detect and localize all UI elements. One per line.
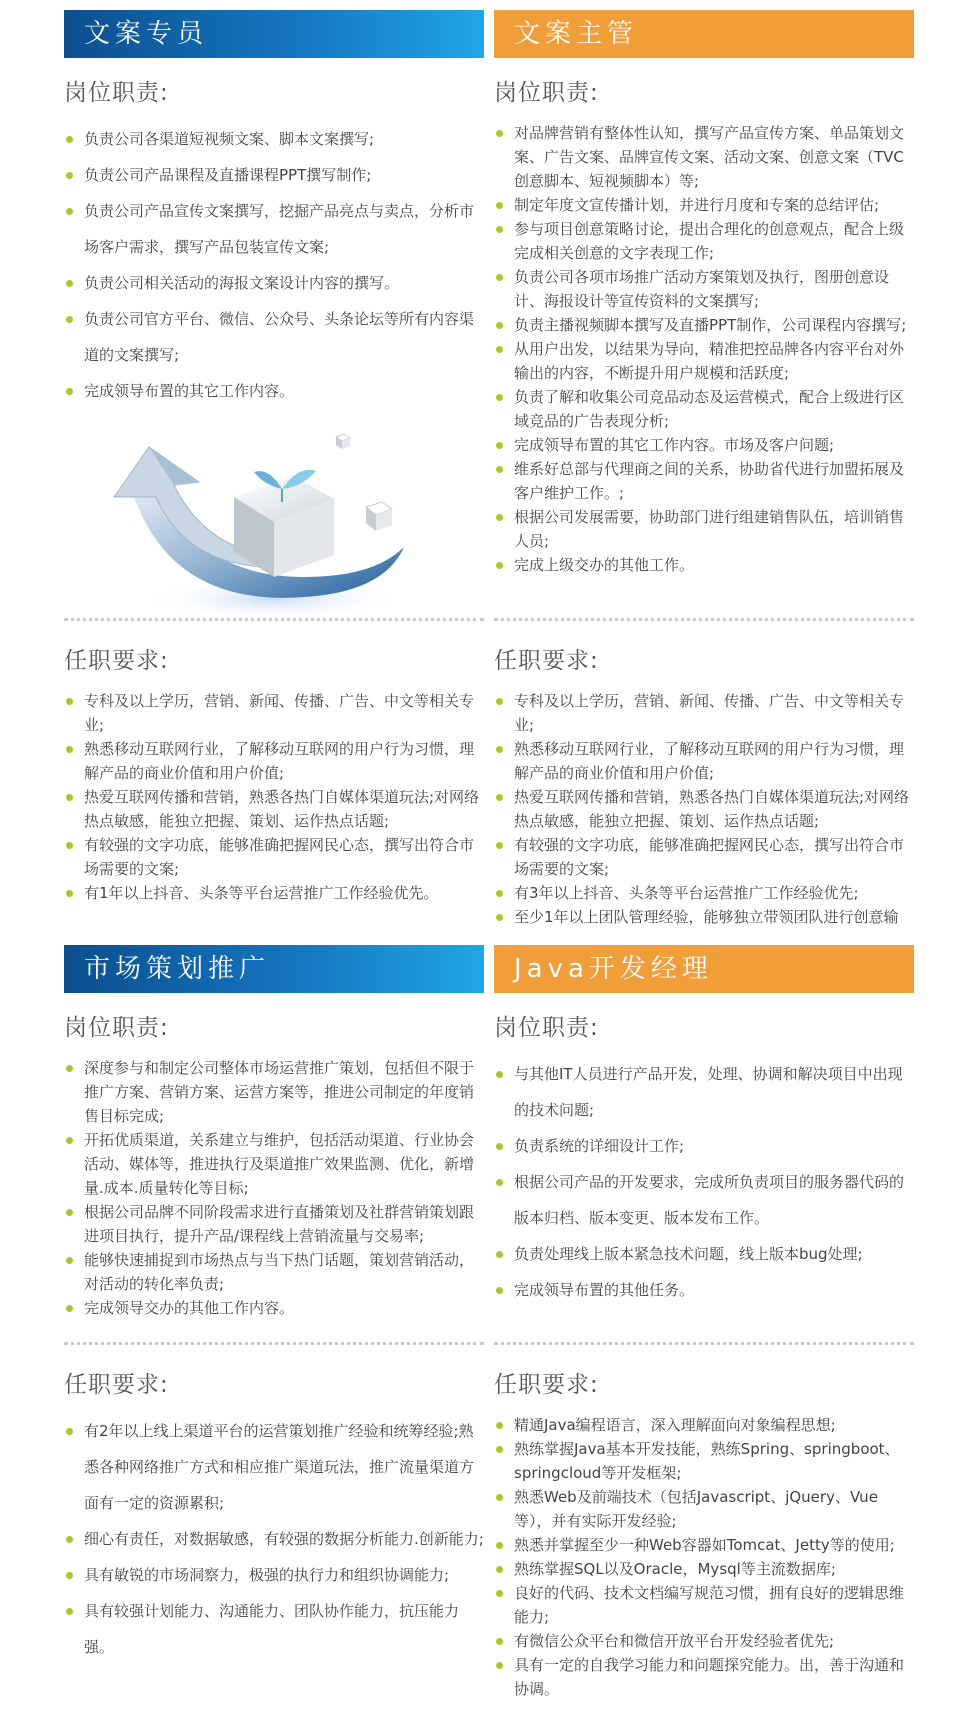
duties-heading: 岗位职责: — [494, 80, 599, 106]
list-item: 制定年度文宣传播计划，并进行月度和专案的总结评估; — [494, 193, 914, 217]
list-item: 有较强的文字功底，能够准确把握网民心态，撰写出符合市场需要的文案; — [494, 833, 914, 881]
duties-heading: 岗位职责: — [494, 1015, 599, 1041]
section-divider — [64, 618, 484, 621]
list-item: 熟悉Web及前端技术（包括Javascript、jQuery、Vue等），并有实际开发经验; — [494, 1485, 914, 1533]
list-item: 专科及以上学历，营销、新闻、传播、广告、中文等相关专业; — [494, 689, 914, 737]
section-divider — [494, 618, 914, 621]
list-item: 对品牌营销有整体性认知，撰写产品宣传方案、单品策划文案、广告文案、品牌宣传文案、活动文案、创意文案（TVC创意脚本、短视频脚本）等; — [494, 121, 914, 193]
list-item: 负责处理线上版本紧急技术问题，线上版本bug处理; — [494, 1236, 914, 1272]
list-item: 根据公司发展需要，协助部门进行组建销售队伍，培训销售人员; — [494, 505, 914, 553]
job-title: Java开发经理 — [494, 945, 914, 993]
list-item: 从用户出发，以结果为导向，精准把控品牌各内容平台对外输出的内容，不断提升用户规模和活跃度; — [494, 337, 914, 385]
list-item: 熟悉移动互联网行业，了解移动互联网的用户行为习惯，理解产品的商业价值和用户价值; — [494, 737, 914, 785]
section-divider — [494, 1342, 914, 1345]
list-item: 熟练掌握Java基本开发技能，熟练Spring、springboot、springcloud等开发框架; — [494, 1437, 914, 1485]
duties-heading: 岗位职责: — [64, 1015, 169, 1041]
list-item: 负责公司各渠道短视频文案、脚本文案撰写; — [64, 121, 484, 157]
list-item: 负责公司产品课程及直播课程PPT撰写制作; — [64, 157, 484, 193]
duties-list — [64, 1056, 484, 1320]
list-item: 有2年以上线上渠道平台的运营策划推广经验和统筹经验;熟悉各种网络推广方式和相应推广渠道玩法，推广流量渠道方面有一定的资源累积; — [64, 1413, 484, 1521]
list-item: 精通Java编程语言，深入理解面向对象编程思想; — [494, 1413, 914, 1437]
list-item: 负责了解和收集公司竞品动态及运营模式，配合上级进行区域竞品的广告表现分析; — [494, 385, 914, 433]
job-card-copywriter — [64, 10, 484, 627]
requirements-heading: 任职要求: — [64, 1372, 169, 1398]
requirements-list — [494, 689, 914, 929]
block-1 — [0, 10, 960, 926]
requirements-copywriter — [64, 626, 484, 905]
job-card-marketing-planning — [64, 945, 484, 1320]
job-card-copywriting-supervisor — [494, 10, 914, 577]
list-item: 根据公司品牌不同阶段需求进行直播策划及社群营销策划跟进项目执行，提升产品/课程线上营销流量与交易率; — [64, 1200, 484, 1248]
job-title: 文案专员 — [64, 10, 484, 58]
list-item: 完成领导布置的其它工作内容。 — [64, 373, 484, 409]
list-item: 深度参与和制定公司整体市场运营推广策划，包括但不限于推广方案、营销方案、运营方案等，推进公司制定的年度销售目标完成; — [64, 1056, 484, 1128]
list-item: 有微信公众平台和微信开放平台开发经验者优先; — [494, 1629, 914, 1653]
list-item: 专科及以上学历，营销、新闻、传播、广告、中文等相关专业; — [64, 689, 484, 737]
list-item: 负责系统的详细设计工作; — [494, 1128, 914, 1164]
growth-arrow-cube-illustration — [104, 427, 424, 627]
list-item: 维系好总部与代理商之间的关系，协助省代进行加盟拓展及客户维护工作。; — [494, 457, 914, 505]
list-item: 熟悉并掌握至少一种Web容器如Tomcat、Jetty等的使用; — [494, 1533, 914, 1557]
list-item: 良好的代码、技术文档编写规范习惯，拥有良好的逻辑思维能力; — [494, 1581, 914, 1629]
requirements-marketing-planning — [64, 1350, 484, 1665]
duties-list — [64, 121, 484, 409]
requirements-list — [64, 689, 484, 905]
list-item: 与其他IT人员进行产品开发，处理、协调和解决项目中出现的技术问题; — [494, 1056, 914, 1128]
list-item: 有1年以上抖音、头条等平台运营推广工作经验优先。 — [64, 881, 484, 905]
job-card-java-manager — [494, 945, 914, 1308]
requirements-java-manager — [494, 1350, 914, 1701]
list-item: 完成领导布置的其他任务。 — [494, 1272, 914, 1308]
requirements-list — [64, 1413, 484, 1665]
requirements-heading: 任职要求: — [64, 648, 169, 674]
growth-arrow-cube-icon — [104, 427, 424, 627]
list-item: 热爱互联网传播和营销，熟悉各热门自媒体渠道玩法;对网络热点敏感，能独立把握、策划、运作热点话题; — [494, 785, 914, 833]
requirements-heading: 任职要求: — [494, 1372, 599, 1398]
list-item: 负责公司相关活动的海报文案设计内容的撰写。 — [64, 265, 484, 301]
section-divider — [64, 1342, 484, 1345]
list-item: 参与项目创意策略讨论，提出合理化的创意观点，配合上级完成相关创意的文字表现工作; — [494, 217, 914, 265]
list-item: 能够快速捕捉到市场热点与当下热门话题，策划营销活动，对活动的转化率负责; — [64, 1248, 484, 1296]
requirements-list — [494, 1413, 914, 1701]
list-item: 熟练掌握SQL以及Oracle，Mysql等主流数据库; — [494, 1557, 914, 1581]
list-item: 具有敏锐的市场洞察力，极强的执行力和组织协调能力; — [64, 1557, 484, 1593]
requirements-copywriting-supervisor — [494, 626, 914, 929]
block-2 — [0, 945, 960, 1727]
list-item: 负责主播视频脚本撰写及直播PPT制作，公司课程内容撰写; — [494, 313, 914, 337]
duties-list — [494, 1056, 914, 1308]
list-item: 开拓优质渠道，关系建立与维护，包括活动渠道、行业协会活动、媒体等，推进执行及渠道推广效果监测、优化，新增量.成本.质量转化等目标; — [64, 1128, 484, 1200]
list-item: 具有较强计划能力、沟通能力、团队协作能力，抗压能力强。 — [64, 1593, 484, 1665]
job-title: 文案主管 — [494, 10, 914, 58]
list-item: 负责公司各项市场推广活动方案策划及执行，图册创意设计、海报设计等宣传资料的文案撰写; — [494, 265, 914, 313]
list-item: 热爱互联网传播和营销，熟悉各热门自媒体渠道玩法;对网络热点敏感，能独立把握、策划、运作热点话题; — [64, 785, 484, 833]
list-item: 细心有责任，对数据敏感，有较强的数据分析能力.创新能力; — [64, 1521, 484, 1557]
list-item: 负责公司产品宣传文案撰写，挖掘产品亮点与卖点，分析市场客户需求，撰写产品包装宣传文案; — [64, 193, 484, 265]
list-item: 有较强的文字功底，能够准确把握网民心态，撰写出符合市场需要的文案; — [64, 833, 484, 881]
list-item: 具有一定的自我学习能力和问题探究能力。出，善于沟通和协调。 — [494, 1653, 914, 1701]
list-item: 负责公司官方平台、微信、公众号、头条论坛等所有内容渠道的文案撰写; — [64, 301, 484, 373]
requirements-heading: 任职要求: — [494, 648, 599, 674]
list-item: 完成领导布置的其它工作内容。市场及客户问题; — [494, 433, 914, 457]
list-item: 完成领导交办的其他工作内容。 — [64, 1296, 484, 1320]
job-title: 市场策划推广 — [64, 945, 484, 993]
duties-list — [494, 121, 914, 577]
list-item: 完成上级交办的其他工作。 — [494, 553, 914, 577]
duties-heading: 岗位职责: — [64, 80, 169, 106]
list-item: 根据公司产品的开发要求，完成所负责项目的服务器代码的版本归档、版本变更、版本发布工作。 — [494, 1164, 914, 1236]
list-item: 至少1年以上团队管理经验，能够独立带领团队进行创意输 — [494, 905, 914, 929]
list-item: 有3年以上抖音、头条等平台运营推广工作经验优先; — [494, 881, 914, 905]
list-item: 熟悉移动互联网行业，了解移动互联网的用户行为习惯，理解产品的商业价值和用户价值; — [64, 737, 484, 785]
